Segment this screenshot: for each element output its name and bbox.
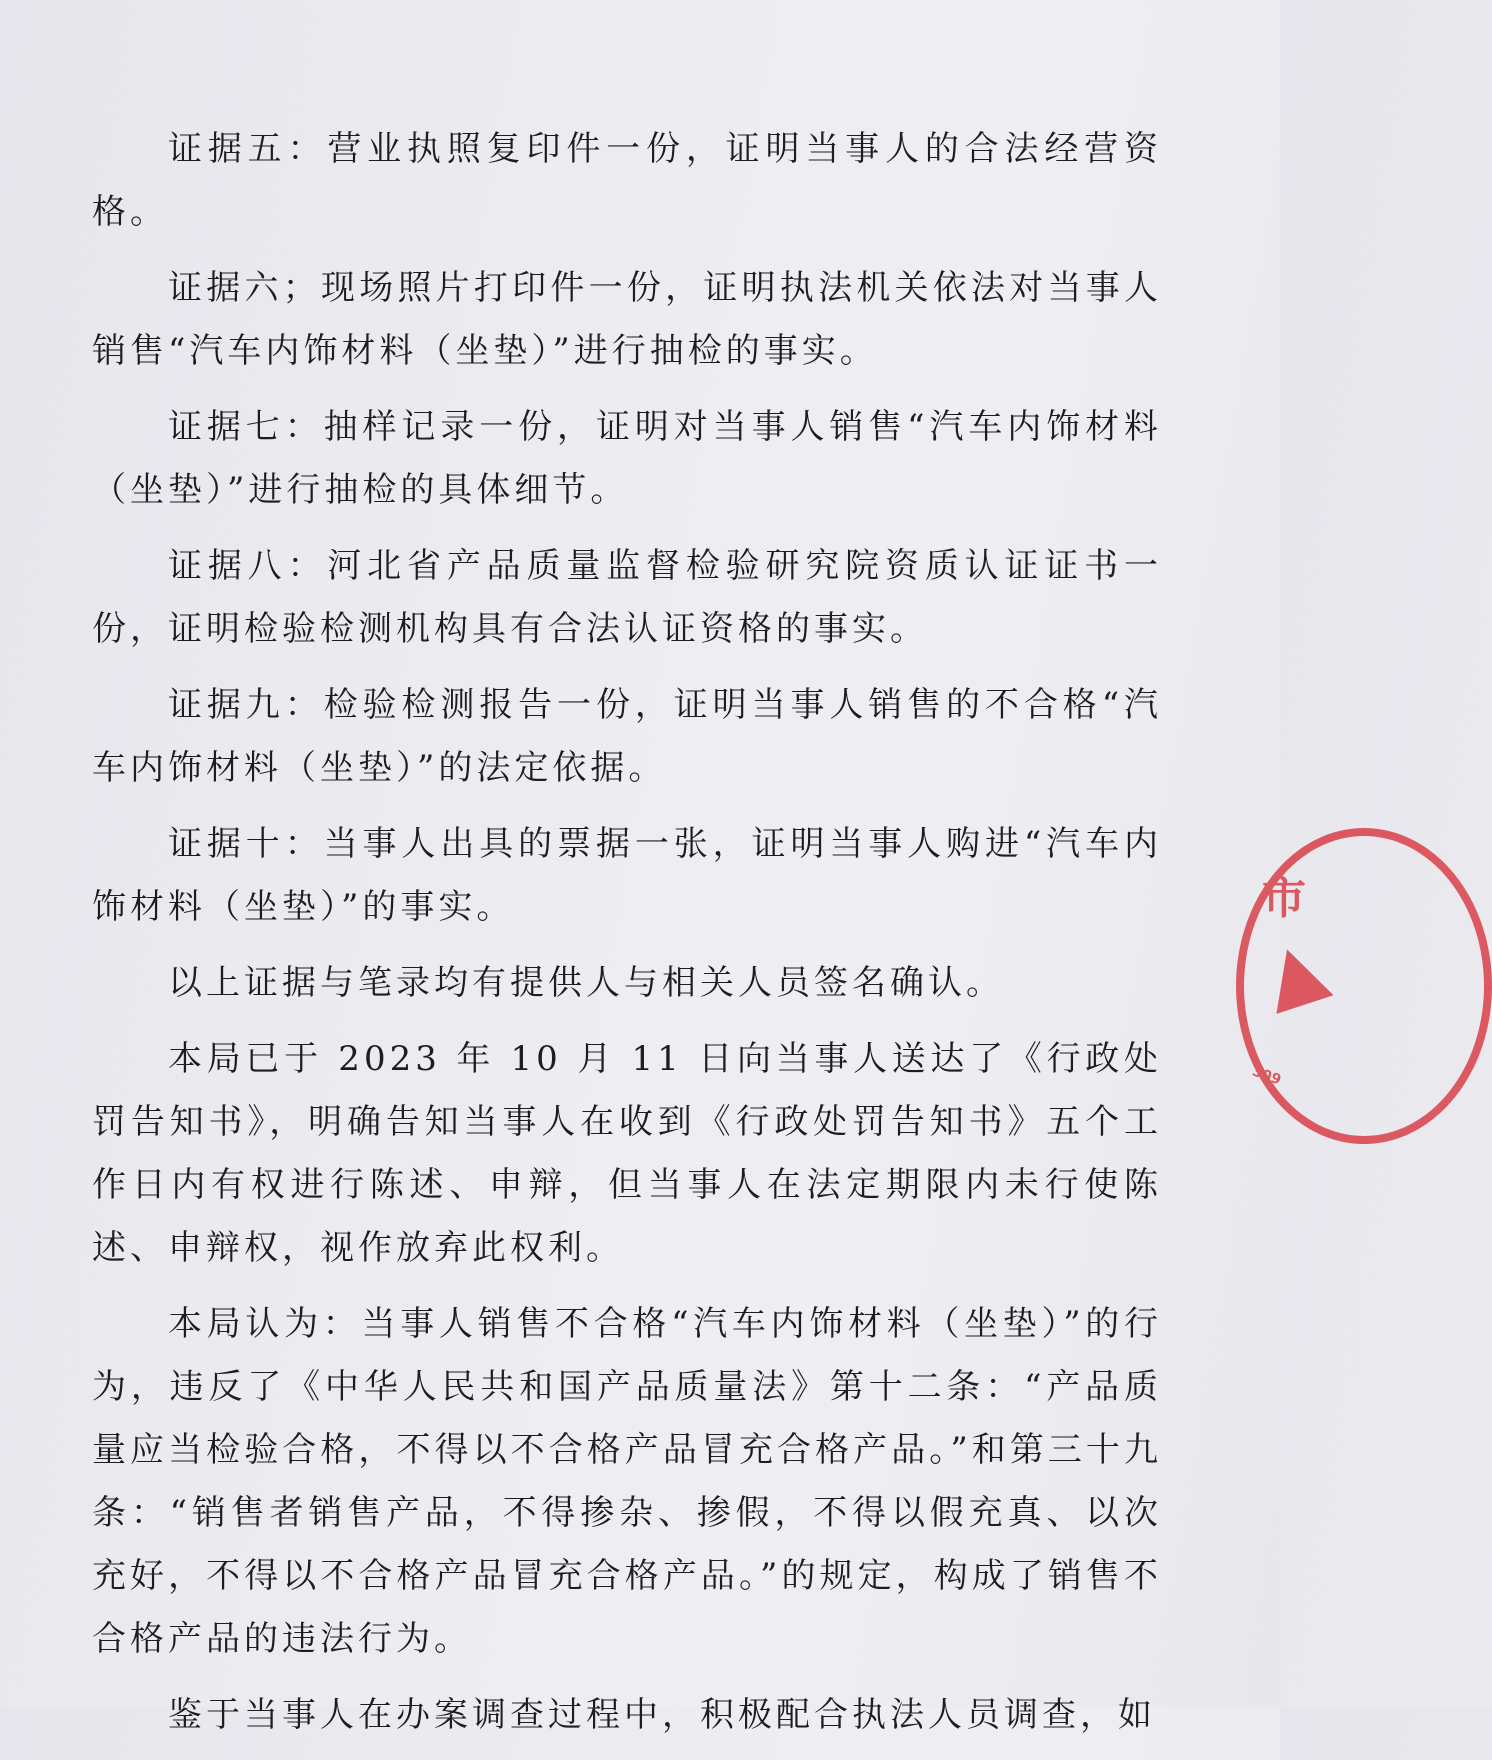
official-seal-stamp [1236, 828, 1492, 1144]
seal-number: 309 [1250, 1063, 1284, 1089]
evidence-5-paragraph: 证据五：营业执照复印件一份，证明当事人的合法经营资格。 [92, 129, 1162, 232]
signature-confirmation-paragraph: 以上证据与笔录均有提供人与相关人员签名确认。 [168, 963, 1004, 1003]
seal-char: 市 [1262, 873, 1306, 924]
mitigation-paragraph: 鉴于当事人在办案调查过程中，积极配合执法人员调查，如 [168, 1695, 1156, 1735]
seal-star-icon [1259, 940, 1334, 1014]
evidence-6-paragraph: 证据六；现场照片打印件一份，证明执法机关依法对当事人销售“汽车内饰材料（坐垫）”进行抽检的事实。 [92, 268, 1162, 371]
evidence-9-paragraph: 证据九：检验检测报告一份，证明当事人销售的不合格“汽车内饰材料（坐垫）”的法定依据。 [92, 685, 1162, 788]
document-body [92, 118, 1162, 1760]
evidence-8-paragraph: 证据八：河北省产品质量监督检验研究院资质认证证书一份，证明检验检测机构具有合法认证资格的事实。 [92, 546, 1162, 649]
evidence-10-paragraph: 证据十：当事人出具的票据一张，证明当事人购进“汽车内饰材料（坐垫）”的事实。 [92, 824, 1162, 927]
notice-delivery-paragraph: 本局已于 2023 年 10 月 11 日向当事人送达了《行政处罚告知书》，明确告知当事人在收到《行政处罚告知书》五个工作日内有权进行陈述、申辩，但当事人在法定期限内未行使陈述、申辩权，视作放弃此权利。 [92, 1039, 1162, 1268]
evidence-7-paragraph: 证据七：抽样记录一份，证明对当事人销售“汽车内饰材料（坐垫）”进行抽检的具体细节。 [92, 407, 1162, 510]
bureau-finding-paragraph: 本局认为：当事人销售不合格“汽车内饰材料（坐垫）”的行为，违反了《中华人民共和国产品质量法》第十二条：“产品质量应当检验合格，不得以不合格产品冒充合格产品。”和第三十九条：“销售者销售产品，不得掺杂、掺假，不得以假充真、以次充好，不得以不合格产品冒充合格产品。”的规定，构成了销售不合格产品的违法行为。 [92, 1304, 1162, 1659]
